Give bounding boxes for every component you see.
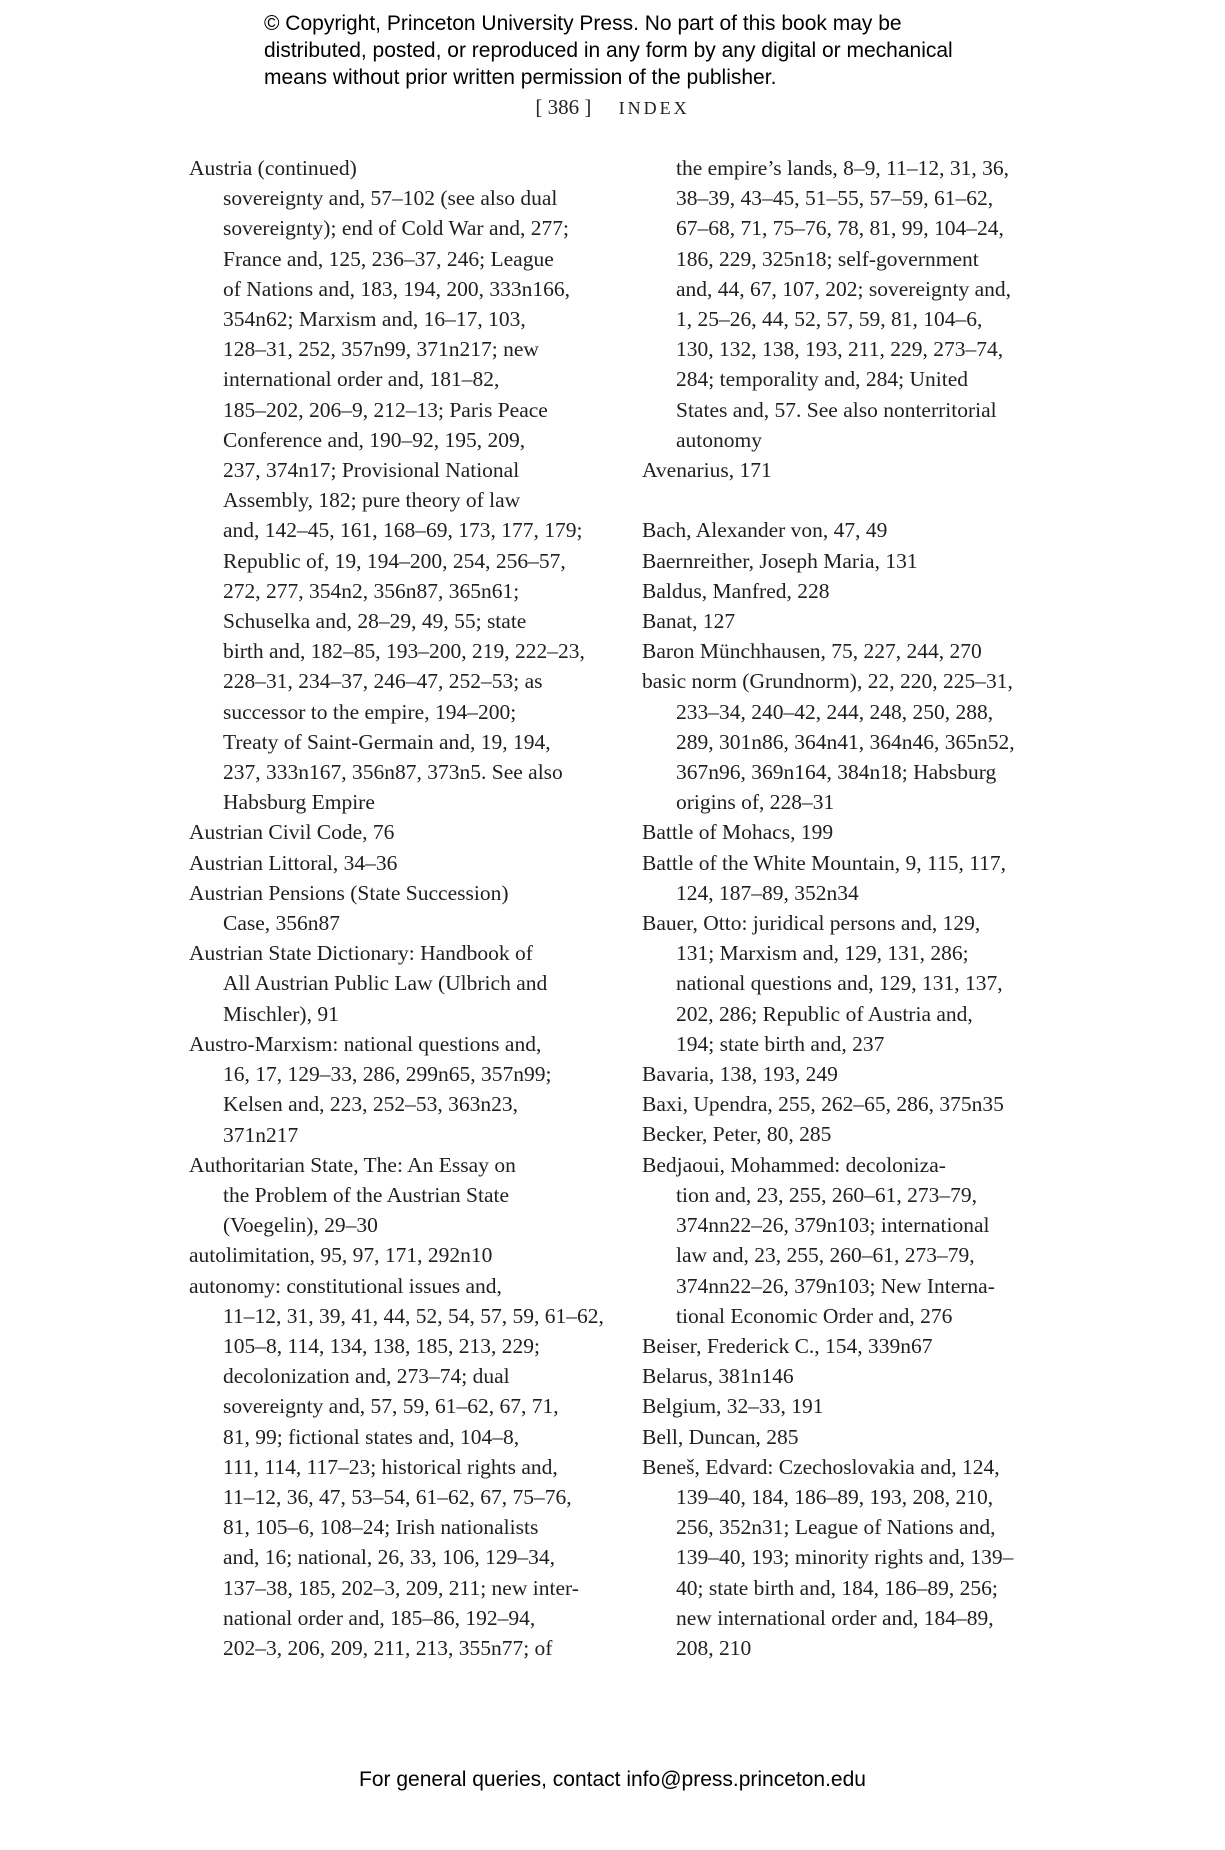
index-continuation-line: law and, 23, 255, 260–61, 273–79,: [676, 1243, 975, 1268]
index-entry-line: Austrian State Dictionary: Handbook of: [189, 941, 533, 966]
page-number: [ 386 ]: [535, 95, 592, 119]
index-continuation-line: 194; state birth and, 237: [676, 1031, 885, 1056]
index-continuation-line: 11–12, 31, 39, 41, 44, 52, 54, 57, 59, 61–62,: [223, 1303, 604, 1328]
index-continuation-line: and, 16; national, 26, 33, 106, 129–34,: [223, 1545, 556, 1570]
index-continuation-line: 11–12, 36, 47, 53–54, 61–62, 67, 75–76,: [223, 1484, 572, 1509]
index-continuation-line: 139–40, 193; minority rights and, 139–: [676, 1545, 1014, 1570]
index-continuation-line: France and, 125, 236–37, 246; League: [223, 246, 554, 271]
index-continuation-line: and, 44, 67, 107, 202; sovereignty and,: [676, 276, 1011, 301]
index-continuation-line: Kelsen and, 223, 252–53, 363n23,: [223, 1092, 518, 1117]
index-continuation-line: 137–38, 185, 202–3, 209, 211; new inter-: [223, 1575, 579, 1600]
index-continuation-line: 237, 374n17; Provisional National: [223, 458, 520, 483]
index-continuation-line: 202–3, 206, 209, 211, 213, 355n77; of: [223, 1635, 553, 1660]
index-entry-line: Authoritarian State, The: An Essay on: [189, 1152, 516, 1177]
index-entry-line: Bell, Duncan, 285: [642, 1424, 799, 1449]
index-entry-line: Battle of the White Mountain, 9, 115, 117,: [642, 850, 1007, 875]
index-entry-line: Beneš, Edvard: Czechoslovakia and, 124,: [642, 1454, 1000, 1479]
index-continuation-line: successor to the empire, 194–200;: [223, 699, 517, 724]
index-column-left: [189, 153, 609, 1663]
index-continuation-line: 124, 187–89, 352n34: [676, 880, 859, 905]
index-entry-line: Austro-Marxism: national questions and,: [189, 1031, 542, 1056]
index-continuation-line: 374nn22–26, 379n103; international: [676, 1213, 990, 1238]
index-continuation-line: Mischler), 91: [223, 1001, 339, 1026]
copyright-line: © Copyright, Princeton University Press. No part of this book may be: [264, 12, 902, 35]
index-continuation-line: 40; state birth and, 184, 186–89, 256;: [676, 1575, 998, 1600]
index-continuation-line: of Nations and, 183, 194, 200, 333n166,: [223, 276, 570, 301]
index-continuation-line: 256, 352n31; League of Nations and,: [676, 1515, 996, 1540]
index-entry-line: Bach, Alexander von, 47, 49: [642, 518, 888, 543]
index-entry-line: Banat, 127: [642, 609, 736, 634]
index-continuation-line: Assembly, 182; pure theory of law: [223, 488, 521, 513]
index-continuation-line: new international order and, 184–89,: [676, 1605, 994, 1630]
index-continuation-line: 1, 25–26, 44, 52, 57, 59, 81, 104–6,: [676, 307, 983, 332]
index-entry-line: Beiser, Frederick C., 154, 339n67: [642, 1333, 933, 1358]
index-entry-line: Belarus, 381n146: [642, 1364, 794, 1389]
index-continuation-line: origins of, 228–31: [676, 790, 835, 815]
index-continuation-line: sovereignty); end of Cold War and, 277;: [223, 216, 569, 241]
index-continuation-line: 105–8, 114, 134, 138, 185, 213, 229;: [223, 1333, 540, 1358]
index-entry-line: Battle of Mohacs, 199: [642, 820, 834, 845]
index-continuation-line: Republic of, 19, 194–200, 254, 256–57,: [223, 548, 566, 573]
index-continuation-line: 81, 99; fictional states and, 104–8,: [223, 1424, 520, 1449]
index-continuation-line: 186, 229, 325n18; self-government: [676, 246, 979, 271]
index-entry-line: Becker, Peter, 80, 285: [642, 1122, 832, 1147]
index-continuation-line: the Problem of the Austrian State: [223, 1182, 510, 1207]
index-continuation-line: birth and, 182–85, 193–200, 219, 222–23,: [223, 639, 585, 664]
index-continuation-line: 284; temporality and, 284; United: [676, 367, 968, 392]
index-entry-line: Austria (continued): [189, 156, 357, 180]
index-continuation-line: 374nn22–26, 379n103; New Interna-: [676, 1273, 995, 1298]
index-continuation-line: and, 142–45, 161, 168–69, 173, 177, 179;: [223, 518, 583, 543]
index-continuation-line: 38–39, 43–45, 51–55, 57–59, 61–62,: [676, 186, 994, 211]
index-continuation-line: 130, 132, 138, 193, 211, 229, 273–74,: [676, 337, 1004, 362]
index-entry-line: Austrian Littoral, 34–36: [189, 850, 398, 875]
index-continuation-line: 139–40, 184, 186–89, 193, 208, 210,: [676, 1484, 994, 1509]
index-continuation-line: 131; Marxism and, 129, 131, 286;: [676, 941, 969, 966]
index-continuation-line: 272, 277, 354n2, 356n87, 365n61;: [223, 578, 520, 603]
index-letter-break: [642, 485, 1062, 515]
index-column-right: [642, 153, 1062, 1663]
index-entry-line: Belgium, 32–33, 191: [642, 1394, 824, 1419]
index-continuation-line: decolonization and, 273–74; dual: [223, 1364, 510, 1389]
index-entry-line: Baldus, Manfred, 228: [642, 578, 830, 603]
index-continuation-line: 16, 17, 129–33, 286, 299n65, 357n99;: [223, 1062, 552, 1087]
index-entry-line: autolimitation, 95, 97, 171, 292n10: [189, 1243, 493, 1268]
index-continuation-line: 208, 210: [676, 1635, 752, 1660]
index-continuation-line: Habsburg Empire: [223, 790, 375, 815]
index-continuation-line: Treaty of Saint-Germain and, 19, 194,: [223, 729, 551, 754]
index-entry-line: Bedjaoui, Mohammed: decoloniza-: [642, 1152, 946, 1177]
index-continuation-line: tional Economic Order and, 276: [676, 1303, 953, 1328]
index-continuation-line: sovereignty and, 57–102 (see also dual: [223, 186, 558, 211]
index-continuation-line: the empire’s lands, 8–9, 11–12, 31, 36,: [676, 156, 1010, 180]
index-entry-line: Bavaria, 138, 193, 249: [642, 1062, 838, 1087]
index-continuation-line: (Voegelin), 29–30: [223, 1213, 378, 1238]
index-continuation-line: 354n62; Marxism and, 16–17, 103,: [223, 307, 526, 332]
index-continuation-line: 289, 301n86, 364n41, 364n46, 365n52,: [676, 729, 1015, 754]
index-continuation-line: 371n217: [223, 1122, 299, 1147]
section-title: INDEX: [618, 98, 690, 118]
index-continuation-line: Schuselka and, 28–29, 49, 55; state: [223, 609, 527, 634]
copyright-line: distributed, posted, or reproduced in any form by any digital or mechanical: [264, 39, 953, 62]
index-entry-line: basic norm (Grundnorm), 22, 220, 225–31,: [642, 669, 1013, 694]
index-continuation-line: international order and, 181–82,: [223, 367, 500, 392]
index-continuation-line: 367n96, 369n164, 384n18; Habsburg: [676, 760, 997, 785]
index-continuation-line: 111, 114, 117–23; historical rights and,: [223, 1454, 558, 1479]
index-continuation-line: All Austrian Public Law (Ulbrich and: [223, 971, 548, 996]
index-continuation-line: 202, 286; Republic of Austria and,: [676, 1001, 973, 1026]
index-continuation-line: States and, 57. See also nonterritorial: [676, 397, 997, 422]
index-continuation-line: 128–31, 252, 357n99, 371n217; new: [223, 337, 539, 362]
index-continuation-line: 185–202, 206–9, 212–13; Paris Peace: [223, 397, 548, 422]
copyright-notice: [264, 10, 1024, 91]
index-continuation-line: autonomy: [676, 427, 762, 452]
index-continuation-line: 228–31, 234–37, 246–47, 252–53; as: [223, 669, 543, 694]
index-continuation-line: 237, 333n167, 356n87, 373n5. See also: [223, 760, 563, 785]
index-continuation-line: sovereignty and, 57, 59, 61–62, 67, 71,: [223, 1394, 559, 1419]
index-entry-line: Bauer, Otto: juridical persons and, 129,: [642, 911, 981, 936]
index-entry-line: Baxi, Upendra, 255, 262–65, 286, 375n35: [642, 1092, 1004, 1117]
index-entry-line: Avenarius, 171: [642, 458, 772, 483]
index-entry-line: Baernreither, Joseph Maria, 131: [642, 548, 918, 573]
index-continuation-line: 81, 105–6, 108–24; Irish nationalists: [223, 1515, 539, 1540]
copyright-line: means without prior written permission of the publisher.: [264, 66, 777, 89]
index-continuation-line: Conference and, 190–92, 195, 209,: [223, 427, 526, 452]
index-entry-line: Austrian Pensions (State Succession): [189, 880, 509, 905]
index-continuation-line: national order and, 185–86, 192–94,: [223, 1605, 536, 1630]
index-entry-line: autonomy: constitutional issues and,: [189, 1273, 502, 1298]
footer-contact: For general queries, contact info@press.princeton.edu: [359, 1768, 866, 1791]
running-head: [0, 95, 1225, 120]
index-continuation-line: national questions and, 129, 131, 137,: [676, 971, 1003, 996]
index-entry-line: Baron Münchhausen, 75, 227, 244, 270: [642, 639, 982, 664]
index-continuation-line: tion and, 23, 255, 260–61, 273–79,: [676, 1182, 977, 1207]
index-continuation-line: Case, 356n87: [223, 911, 341, 936]
index-continuation-line: 67–68, 71, 75–76, 78, 81, 99, 104–24,: [676, 216, 1004, 241]
index-continuation-line: 233–34, 240–42, 244, 248, 250, 288,: [676, 699, 994, 724]
index-entry-line: Austrian Civil Code, 76: [189, 820, 395, 845]
